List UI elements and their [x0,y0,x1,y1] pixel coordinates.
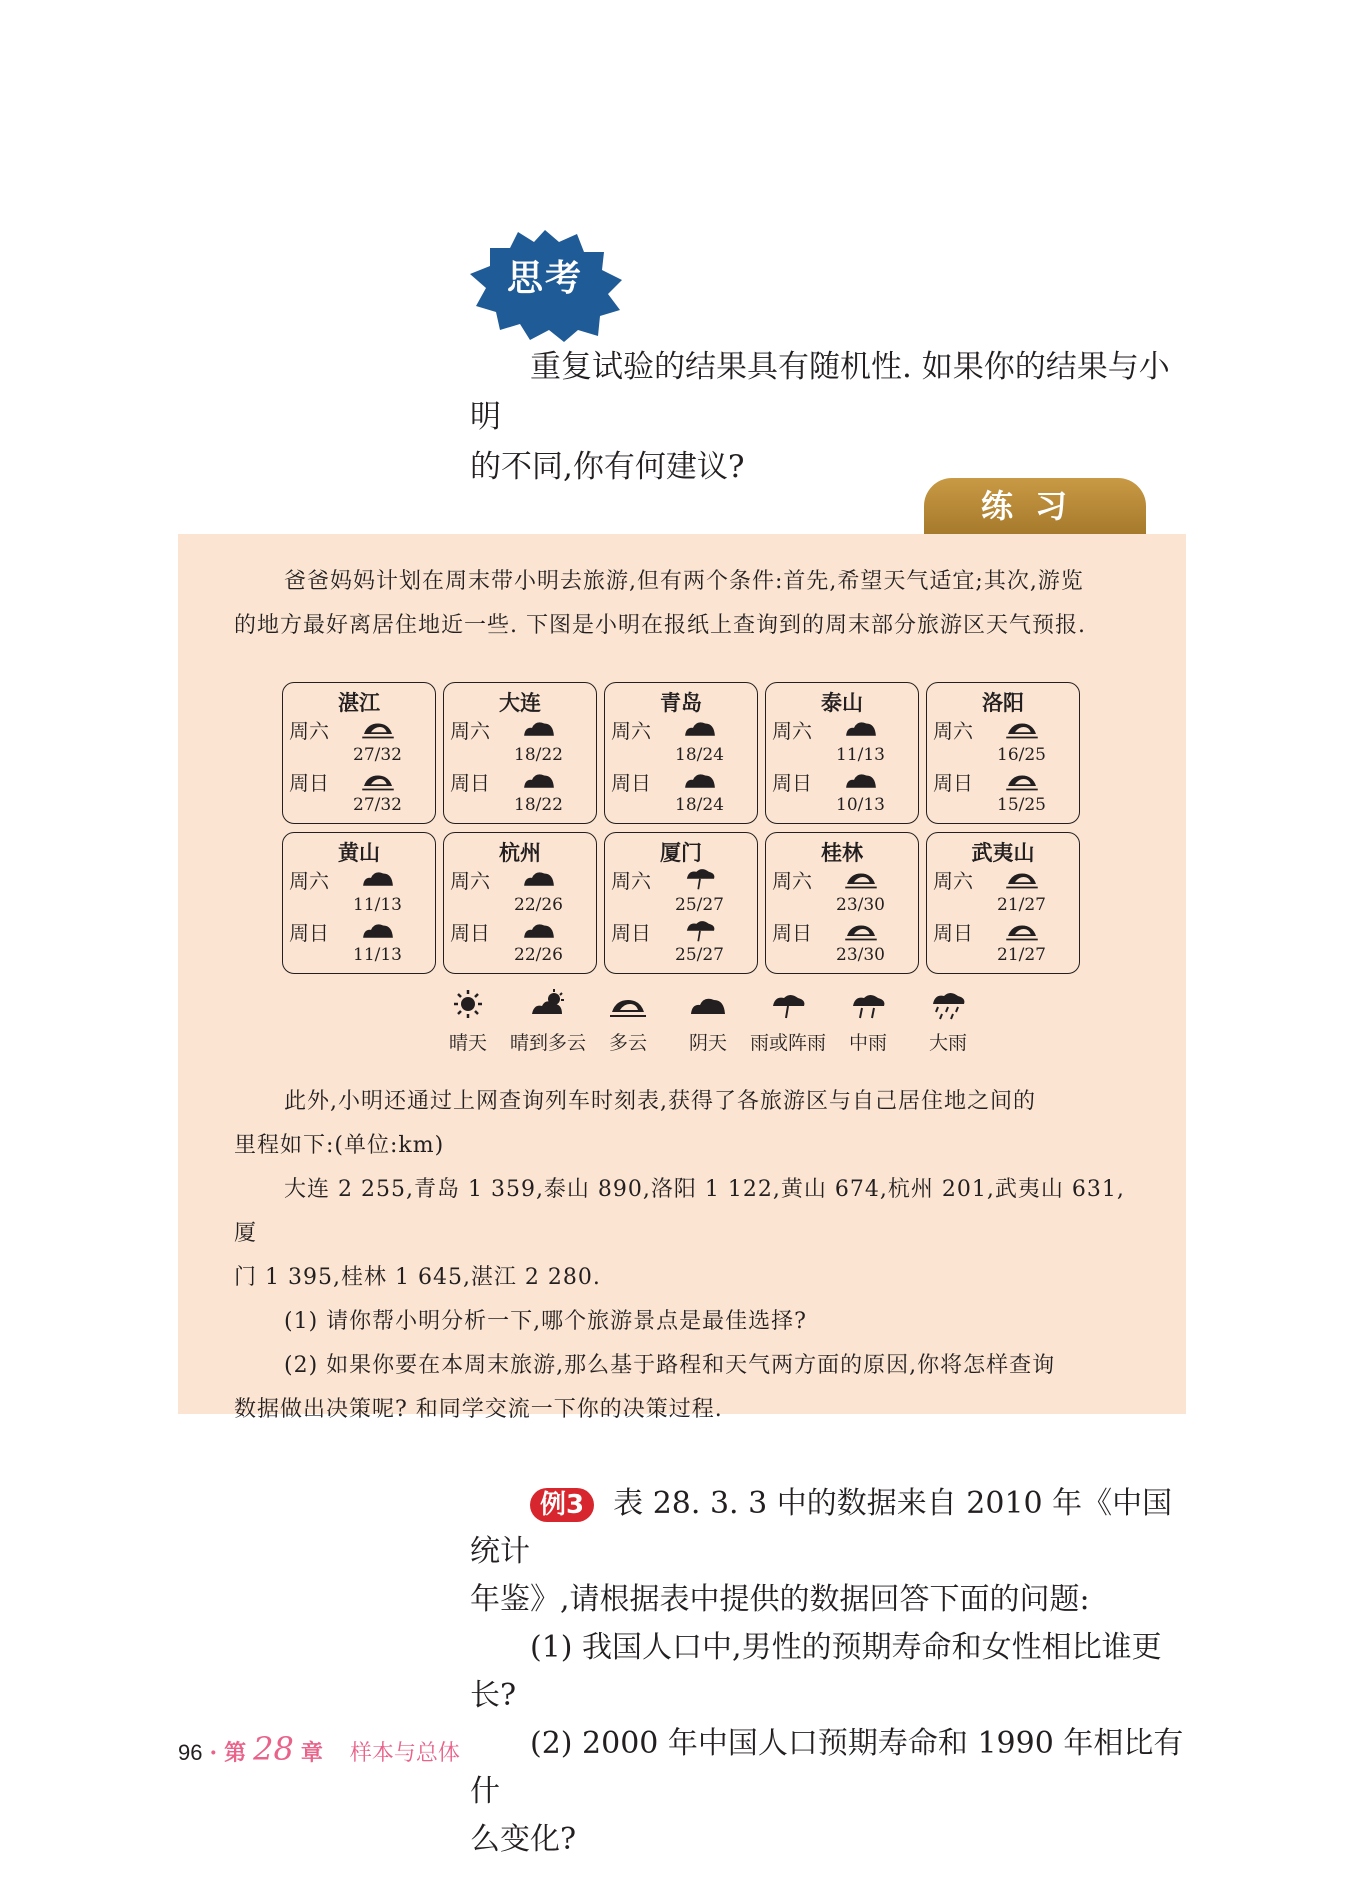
city-name: 杭州 [499,840,541,865]
saturday-weather [506,713,572,746]
partly-cloudy-icon [989,765,1055,793]
weather-forecast-grid [282,682,1086,980]
saturday-label: 周六 [289,719,329,743]
saturday-temp: 18/22 [514,745,563,765]
saturday-weather [506,863,572,896]
sunny-to-cloudy-icon [528,988,568,1020]
question-2a: (2) 如果你要在本周末旅游,那么基于路程和天气两方面的原因,你将怎样查询 [284,1353,1056,1378]
sunday-label: 周日 [289,771,329,795]
shower-icon [667,863,733,891]
sunday-temp: 15/25 [997,795,1046,815]
weather-card [282,682,436,824]
partly-cloudy-icon [989,915,1055,943]
sunday-weather [345,915,411,948]
city-name: 厦门 [660,840,702,865]
sunday-label: 周日 [772,771,812,795]
sunday-temp: 11/13 [353,945,402,965]
overcast-icon [506,915,572,943]
weather-card [443,832,597,974]
footer-dot: · [209,1740,218,1766]
page-number: 96 [178,1740,203,1765]
think-line-1: 重复试验的结果具有随机性. 如果你的结果与小明 [470,349,1170,435]
saturday-temp: 27/32 [353,745,402,765]
saturday-label: 周六 [933,869,973,893]
overcast-icon [345,863,411,891]
weather-card [443,682,597,824]
weather-card [282,832,436,974]
sunday-temp: 18/22 [514,795,563,815]
overcast-icon [828,765,894,793]
legend-label: 阴天 [688,1032,727,1054]
partly-cloudy-icon [345,765,411,793]
sunday-temp: 18/24 [675,795,724,815]
saturday-weather [989,863,1055,896]
saturday-temp: 21/27 [997,895,1046,915]
partly-cloudy-icon [989,713,1055,741]
distance-intro-1: 此外,小明还通过上网查询列车时刻表,获得了各旅游区与自己居住地之间的 [284,1089,1036,1114]
example-question-2b: 么变化? [470,1822,577,1857]
sunday-temp: 27/32 [353,795,402,815]
partly-cloudy-icon [345,713,411,741]
overcast-icon [667,713,733,741]
saturday-temp: 16/25 [997,745,1046,765]
saturday-weather [345,863,411,896]
weather-card [604,682,758,824]
legend-label: 雨或阵雨 [749,1032,826,1054]
distance-list-2: 门 1 395,桂林 1 645,湛江 2 280. [234,1265,601,1290]
sunday-weather [345,765,411,798]
sunday-label: 周日 [611,771,651,795]
chapter-title: 样本与总体 [349,1741,460,1766]
weather-card [604,832,758,974]
partly-cloudy-icon [828,863,894,891]
weather-card [765,832,919,974]
sunday-weather [667,765,733,798]
page-footer [178,1730,460,1768]
sunday-temp: 21/27 [997,945,1046,965]
sunday-label: 周日 [289,921,329,945]
sunday-weather [989,915,1055,948]
saturday-weather [989,713,1055,746]
saturday-label: 周六 [772,869,812,893]
saturday-temp: 11/13 [836,745,885,765]
saturday-label: 周六 [933,719,973,743]
legend-label: 晴到多云 [509,1032,586,1054]
overcast-icon [506,765,572,793]
sunday-label: 周日 [933,921,973,945]
sunday-label: 周日 [933,771,973,795]
sunday-weather [506,765,572,798]
chapter-suffix: 章 [300,1740,323,1766]
practice-box [178,534,1186,1422]
example-badge: 例3 [530,1488,594,1522]
sunday-label: 周日 [772,921,812,945]
saturday-label: 周六 [289,869,329,893]
city-name: 桂林 [821,840,863,865]
saturday-temp: 22/26 [514,895,563,915]
heavy-rain-icon [928,988,968,1020]
example-line-2: 年鉴》,请根据表中提供的数据回答下面的问题: [470,1582,1090,1617]
example-3 [470,1480,1190,1864]
intro-line-2: 的地方最好离居住地近一些. 下图是小明在报纸上查询到的周末部分旅游区天气预报. [234,613,1086,638]
legend-item [898,988,998,1055]
overcast-icon [688,988,728,1020]
moderate-rain-icon [848,988,888,1020]
sunday-weather [506,915,572,948]
weather-legend [436,988,1116,1058]
city-name: 大连 [499,690,541,715]
question-2b: 数据做出决策呢? 和同学交流一下你的决策过程. [234,1397,723,1422]
practice-tab: 练习 [924,478,1146,534]
city-name: 青岛 [660,690,702,715]
sunday-temp: 22/26 [514,945,563,965]
legend-label: 多云 [608,1032,647,1054]
saturday-label: 周六 [450,869,490,893]
overcast-icon [828,713,894,741]
saturday-temp: 23/30 [836,895,885,915]
sunday-weather [828,765,894,798]
sunday-label: 周日 [611,921,651,945]
city-name: 黄山 [338,840,380,865]
saturday-label: 周六 [611,869,651,893]
overcast-icon [667,765,733,793]
sunday-weather [828,915,894,948]
saturday-weather [667,713,733,746]
city-name: 洛阳 [982,690,1024,715]
weather-card [765,682,919,824]
weather-card [926,682,1080,824]
sunday-temp: 25/27 [675,945,724,965]
saturday-weather [667,863,733,896]
overcast-icon [506,863,572,891]
example-line-1: 表 28. 3. 3 中的数据来自 2010 年《中国统计 [470,1486,1173,1569]
city-name: 武夷山 [971,840,1035,865]
saturday-temp: 25/27 [675,895,724,915]
overcast-icon [345,915,411,943]
sunday-label: 周日 [450,921,490,945]
saturday-temp: 11/13 [353,895,402,915]
city-name: 泰山 [821,690,863,715]
saturday-label: 周六 [450,719,490,743]
sunday-label: 周日 [450,771,490,795]
think-line-2: 的不同,你有何建议? [470,449,745,485]
think-question [470,342,1190,492]
sunday-weather [667,915,733,948]
saturday-weather [828,713,894,746]
partly-cloudy-icon [989,863,1055,891]
saturday-weather [828,863,894,896]
practice-body [234,1080,1140,1432]
shower-icon [768,988,808,1020]
saturday-weather [345,713,411,746]
legend-label: 中雨 [848,1032,887,1054]
sunny-icon [448,988,488,1020]
example-question-2a: (2) 2000 年中国人口预期寿命和 1990 年相比有什 [470,1726,1184,1809]
overcast-icon [506,713,572,741]
saturday-label: 周六 [611,719,651,743]
chapter-prefix: 第 [224,1740,247,1766]
legend-label: 大雨 [928,1032,967,1054]
intro-line-1: 爸爸妈妈计划在周末带小明去旅游,但有两个条件:首先,希望天气适宜;其次,游览 [284,569,1084,594]
example-question-1: (1) 我国人口中,男性的预期寿命和女性相比谁更长? [470,1630,1162,1713]
legend-label: 晴天 [448,1032,487,1054]
saturday-temp: 18/24 [675,745,724,765]
partly-cloudy-icon [828,915,894,943]
partly-cloudy-icon [608,988,648,1020]
sunday-temp: 10/13 [836,795,885,815]
sunday-temp: 23/30 [836,945,885,965]
weather-card [926,832,1080,974]
shower-icon [667,915,733,943]
question-1: (1) 请你帮小明分析一下,哪个旅游景点是最佳选择? [284,1309,807,1334]
city-name: 湛江 [338,690,380,715]
chapter-number: 28 [253,1730,294,1768]
saturday-label: 周六 [772,719,812,743]
distance-list-1: 大连 2 255,青岛 1 359,泰山 890,洛阳 1 122,黄山 674,杭州 201,武夷山 631,厦 [234,1177,1125,1246]
sunday-weather [989,765,1055,798]
think-badge-label: 思考 [506,258,583,299]
practice-intro [234,560,1140,648]
distance-intro-2: 里程如下:(单位:km) [234,1133,445,1158]
